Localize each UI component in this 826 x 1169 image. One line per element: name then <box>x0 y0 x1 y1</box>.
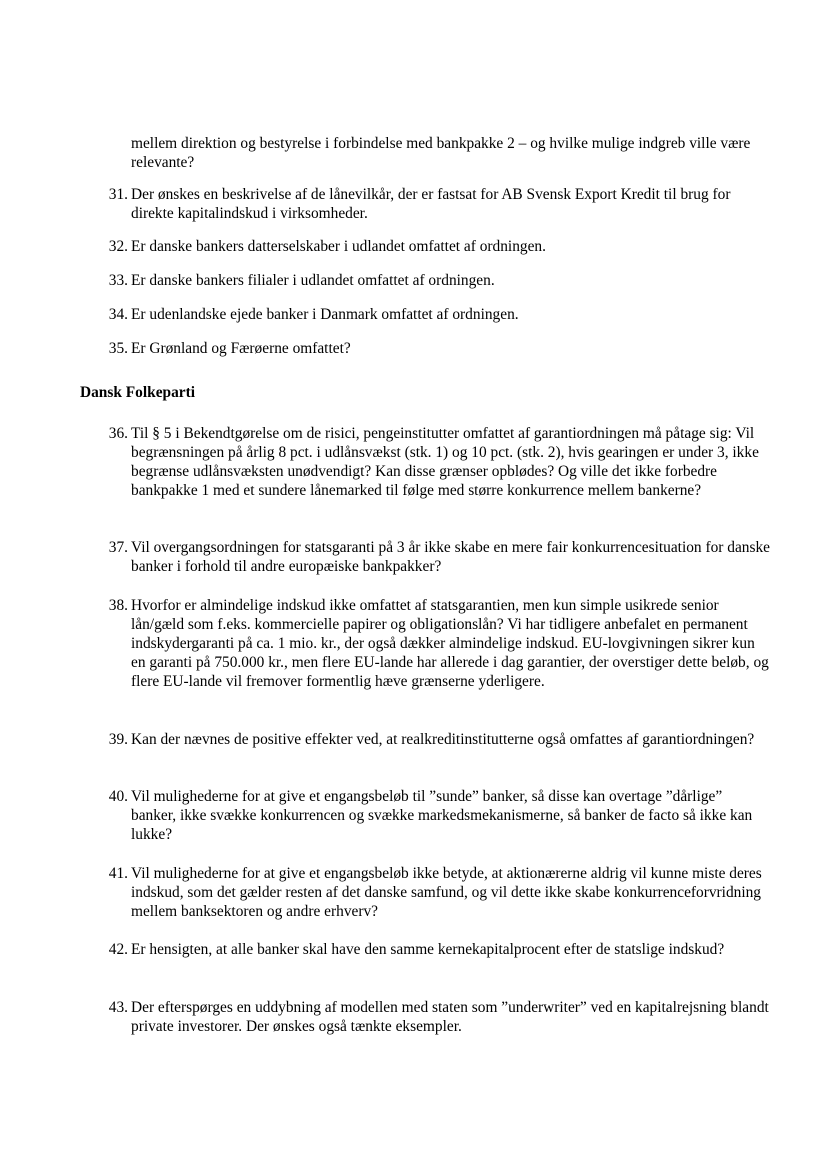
item-number: 33. <box>108 272 128 289</box>
item-number: 38. <box>108 597 128 614</box>
item-number: 34. <box>108 306 128 323</box>
item-text: Vil overgangsordningen for statsgaranti på 3 år ikke skabe en mere fair konkurrencesituation for danske banker i forhold til andre europæiske bankpakker? <box>131 539 770 575</box>
item-number: 37. <box>108 539 128 556</box>
item-text: Er danske bankers datterselskaber i udlandet omfattet af ordningen. <box>131 238 546 255</box>
item-number: 43. <box>108 999 128 1016</box>
item-number: 39. <box>108 731 128 748</box>
item-text: Der efterspørges en uddybning af modellen med staten som ”underwriter” ved en kapitalrejsning blandt private investorer. Der ønskes også tænkte eksempler. <box>131 999 769 1035</box>
item-text: Vil mulighederne for at give et engangsbeløb til ”sunde” banker, så disse kan overtage ”dårlige” banker, ikke svække konkurrencen og svække markedsmekanismerne, så banker de facto så ikke kan lukke? <box>131 788 753 843</box>
item-number: 36. <box>108 425 128 442</box>
section-heading: Dansk Folkeparti <box>80 384 196 401</box>
item-number: 32. <box>108 238 128 255</box>
item-text: Er hensigten, at alle banker skal have den samme kernekapitalprocent efter de statslige indskud? <box>131 941 725 958</box>
item-text: Er Grønland og Færøerne omfattet? <box>131 340 351 357</box>
item-text: Hvorfor er almindelige indskud ikke omfattet af statsgarantien, men kun simple usikrede senior lån/gæld som f.eks. kommercielle papirer og obligationslån? Vi har tidligere anbefalet en permanent indskydergaranti på ca. 1 mio. kr., der også dækker almindelige indskud. EU-lovgivningen sikrer kun en garanti på 750.000 kr., men flere EU-lande har allerede i dag garantier, der overstiger dette beløb, og flere EU-lande vil fremover formentlig hæve grænserne yderligere. <box>131 597 769 690</box>
item-text: Kan der nævnes de positive effekter ved, at realkreditinstitutterne også omfattes af garantiordningen? <box>131 731 755 748</box>
item-number: 40. <box>108 788 128 805</box>
continuation-paragraph: mellem direktion og bestyrelse i forbindelse med bankpakke 2 – og hvilke mulige indgreb ville være relevante? <box>131 135 751 171</box>
item-number: 41. <box>108 865 128 882</box>
item-text: Vil mulighederne for at give et engangsbeløb ikke betyde, at aktionærerne aldrig vil kunne miste deres indskud, som det gælder resten af det danske samfund, og vil dette ikke skabe konkurrenceforvridning mellem banksektoren og andre erhverv? <box>131 865 762 920</box>
item-text: Der ønskes en beskrivelse af de lånevilkår, der er fastsat for AB Svensk Export Kredit til brug for direkte kapitalindskud i virksomheder. <box>131 186 731 222</box>
item-text: Er danske bankers filialer i udlandet omfattet af ordningen. <box>131 272 495 289</box>
item-number: 31. <box>108 186 128 203</box>
item-text: Til § 5 i Bekendtgørelse om de risici, pengeinstitutter omfattet af garantiordningen må påtage sig: Vil begrænsningen på årlig 8 pct. i udlånsvækst (stk. 1) og 10 pct. (stk. 2), hvis gearingen er under 3, ikke begrænse udlånsvæksten unødvendigt? Kan disse grænser opblødes? Og ville det ikke forbedre bankpakke 1 med et sundere lånemarked til følge med større konkurrence mellem bankerne? <box>131 425 759 499</box>
item-text: Er udenlandske ejede banker i Danmark omfattet af ordningen. <box>131 306 519 323</box>
item-number: 35. <box>108 340 128 357</box>
item-number: 42. <box>108 941 128 958</box>
